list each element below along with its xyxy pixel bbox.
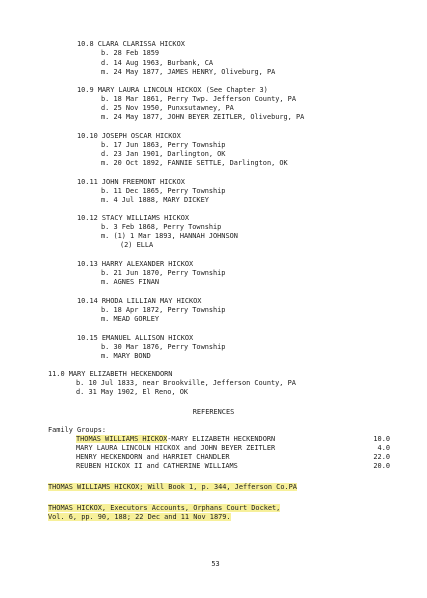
entry-line: m. 4 Jul 1888, MARY DICKEY <box>101 196 209 204</box>
entry-line: m. 24 May 1877, JAMES HENRY, Oliveburg, PA <box>101 68 276 76</box>
entry-line: m. MARY BOND <box>101 352 151 360</box>
highlighted-name: THOMAS WILLIAMS HICKOX <box>76 435 168 443</box>
family-group-number: 4.0 <box>377 444 390 452</box>
family-group-text: MARY LAURA LINCOLN HICKOX and JOHN BEYER ZEITLER <box>76 444 276 452</box>
entry-heading: 10.13 HARRY ALEXANDER HICKOX <box>77 260 194 268</box>
entry-line: d. 23 Jan 1901, Darlington, OK <box>101 150 226 158</box>
entry-line: (2) ELLA <box>120 241 154 249</box>
entry-heading: 10.10 JOSEPH OSCAR HICKOX <box>77 132 181 140</box>
family-group-text: REUBEN HICKOX II and CATHERINE WILLIAMS <box>76 462 238 470</box>
entry-heading: 10.9 MARY LAURA LINCOLN HICKOX (See Chapter 3) <box>77 86 268 94</box>
entry-line: m. AGNES FINAN <box>101 278 160 286</box>
references-heading: REFERENCES <box>192 408 235 416</box>
entry-heading: 10.8 CLARA CLARISSA HICKOX <box>77 40 185 48</box>
entry-heading: 10.15 EMANUEL ALLISON HICKOX <box>77 334 194 342</box>
page-number: 53 <box>211 560 220 568</box>
entry-heading: 11.0 MARY ELIZABETH HECKENDORN <box>48 370 173 378</box>
entry-line: b. 21 Jun 1870, Perry Township <box>101 269 226 277</box>
entry-line: b. 28 Feb 1859 <box>101 49 160 57</box>
entry-line: d. 14 Aug 1963, Burbank, CA <box>101 59 214 67</box>
executors-reference-line2: Vol. 6, pp. 90, 188; 22 Dec and 11 Nov 1879. <box>48 513 231 521</box>
family-group-number: 20.0 <box>373 462 390 470</box>
entry-line: d. 31 May 1902, El Reno, OK <box>76 388 189 396</box>
entry-heading: 10.11 JOHN FREEMONT HICKOX <box>77 178 185 186</box>
entry-line: b. 17 Jun 1863, Perry Township <box>101 141 226 149</box>
entry-line: b. 18 Mar 1861, Perry Twp. Jefferson County, PA <box>101 95 296 103</box>
family-group-text: -MARY ELIZABETH HECKENDORN <box>167 435 276 443</box>
family-group-number: 10.0 <box>373 435 390 443</box>
entry-line: m. 20 Oct 1892, FANNIE SETTLE, Darlington, OK <box>101 159 288 167</box>
entry-heading: 10.12 STACY WILLIAMS HICKOX <box>77 214 190 222</box>
will-reference: THOMAS WILLIAMS HICKOX; Will Book 1, p. 344, Jefferson Co.PA <box>48 483 297 491</box>
entry-heading: 10.14 RHODA LILLIAN MAY HICKOX <box>77 297 202 305</box>
entry-line: m. MEAD GORLEY <box>101 315 160 323</box>
family-groups-label: Family Groups: <box>48 426 107 434</box>
entry-line: d. 25 Nov 1950, Punxsutawney, PA <box>101 104 234 112</box>
entry-line: m. (1) 1 Mar 1893, HANNAH JOHNSON <box>101 232 238 240</box>
entry-line: b. 11 Dec 1865, Perry Township <box>101 187 226 195</box>
entry-line: b. 10 Jul 1833, near Brookville, Jefferson County, PA <box>76 379 296 387</box>
entry-line: b. 18 Apr 1872, Perry Township <box>101 306 226 314</box>
executors-reference-line1: THOMAS HICKOX, Executors Accounts, Orphans Court Docket, <box>48 504 281 512</box>
entry-line: b. 30 Mar 1876, Perry Township <box>101 343 226 351</box>
entry-line: b. 3 Feb 1868, Perry Township <box>101 223 222 231</box>
family-group-text: HENRY HECKENDORN and HARRIET CHANDLER <box>76 453 230 461</box>
entry-line: m. 24 May 1877, JOHN BEYER ZEITLER, Oliveburg, PA <box>101 113 305 121</box>
family-group-number: 22.0 <box>373 453 390 461</box>
